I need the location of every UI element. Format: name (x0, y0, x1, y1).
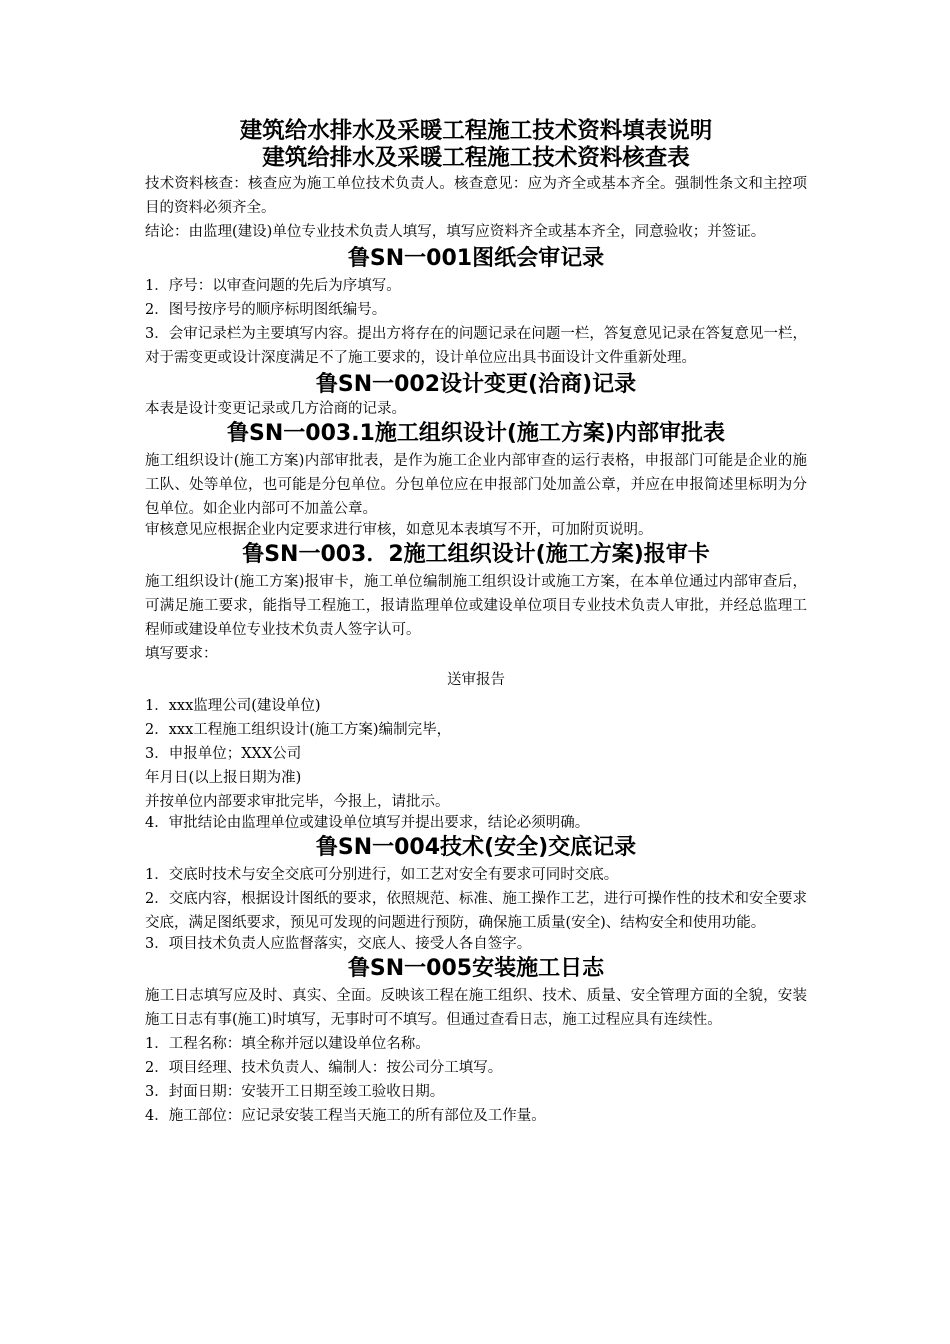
doc-title-line1: 建筑给水排水及采暖工程施工技术资料填表说明 (239, 118, 713, 144)
section-004-item: 1．交底时技术与安全交底可分别进行，如工艺对安全有要求可同时交底。 (145, 867, 619, 883)
section-005-item: 1．工程名称：填全称并冠以建设单位名称。 (145, 1036, 430, 1052)
section-001-item: 2．图号按序号的顺序标明图纸编号。 (145, 302, 387, 318)
section-002-text: 本表是设计变更记录或几方洽商的记录。 (145, 401, 406, 417)
report-line: 4．审批结论由监理单位或建设单位填写并提出要求，结论必须明确。 (145, 815, 590, 831)
section-004-item: 2．交底内容，根据设计图纸的要求，依照规范、标准、施工操作工艺，进行可操作性的技术和安全要求交底，满足图纸要求，预见可发现的问题进行预防，确保施工质量(安全)、结构安全和使用功能。 (145, 891, 807, 931)
section-005-item: 3．封面日期：安装开工日期至竣工验收日期。 (145, 1084, 445, 1100)
report-line: 并按单位内部要求审批完毕，今报上，请批示。 (145, 794, 450, 810)
section-003-2-paragraph: 施工组织设计(施工方案)报审卡，施工单位编制施工组织设计或施工方案，在本单位通过内部审查后，可满足施工要求，能指导工程施工，报请监理单位或建设单位项目专业技术负责人审批，并经总监理工程师或建设单位专业技术负责人签字认可。 (145, 574, 807, 638)
section-001-item: 1．序号：以审查问题的先后为序填写。 (145, 278, 401, 294)
section-004-item: 3．项目技术负责人应监督落实，交底人、接受人各自签字。 (145, 936, 532, 952)
section-003-1-paragraph: 施工组织设计(施工方案)内部审批表，是作为施工企业内部审查的运行表格，申报部门可能是企业的施工队、处等单位，也可能是分包单位。分包单位应在申报部门处加盖公章，并应在申报简述里标明为分包单位。如企业内部可不加盖公章。 (145, 453, 807, 517)
section-001-item: 3．会审记录栏为主要填写内容。提出方将存在的问题记录在问题一栏，答复意见记录在答复意见一栏，对于需变更或设计深度满足不了施工要求的，设计单位应出具书面设计文件重新处理。 (145, 326, 807, 366)
intro-paragraph-conclusion: 结论：由监理(建设)单位专业技术负责人填写，填写应资料齐全或基本齐全，同意验收；并签证。 (145, 224, 766, 240)
intro-paragraph-review: 技术资料核查：核查应为施工单位技术负责人。核查意见：应为齐全或基本齐全。强制性条文和主控项目的资料必须齐全。 (145, 176, 807, 216)
section-003-1-paragraph: 审核意见应根据企业内定要求进行审核，如意见本表填写不开，可加附页说明。 (145, 522, 653, 538)
section-005-item: 2．项目经理、技术负责人、编制人：按公司分工填写。 (145, 1060, 503, 1076)
section-005-title: 鲁SN一005安装施工日志 (347, 956, 605, 981)
report-line: 年月日(以上报日期为准) (145, 770, 302, 786)
document-body (145, 118, 807, 1128)
report-heading: 送审报告 (447, 672, 505, 688)
section-005-paragraph: 施工日志填写应及时、真实、全面。反映该工程在施工组织、技术、质量、安全管理方面的全貌，安装施工日志有事(施工)时填写，无事时可不填写。但通过查看日志，施工过程应具有连续性。 (145, 988, 807, 1028)
report-line: 2．xxx工程施工组织设计(施工方案)编制完毕， (145, 722, 452, 738)
section-003-2-title: 鲁SN一003．2施工组织设计(施工方案)报审卡 (242, 542, 710, 567)
section-005-item: 4．施工部位：应记录安装工程当天施工的所有部位及工作量。 (145, 1108, 546, 1124)
fill-requirements-label: 填写要求： (145, 646, 218, 662)
report-line: 3．申报单位；XXX公司 (145, 746, 302, 762)
section-003-1-title: 鲁SN一003.1施工组织设计(施工方案)内部审批表 (227, 421, 725, 446)
section-004-title: 鲁SN一004技术(安全)交底记录 (315, 835, 637, 860)
doc-title-line2: 建筑给排水及采暖工程施工技术资料核查表 (262, 145, 690, 171)
section-002-title: 鲁SN一002设计变更(洽商)记录 (315, 372, 637, 397)
section-001-title: 鲁SN一001图纸会审记录 (347, 246, 605, 271)
report-line: 1．xxx监理公司(建设单位) (145, 698, 321, 714)
